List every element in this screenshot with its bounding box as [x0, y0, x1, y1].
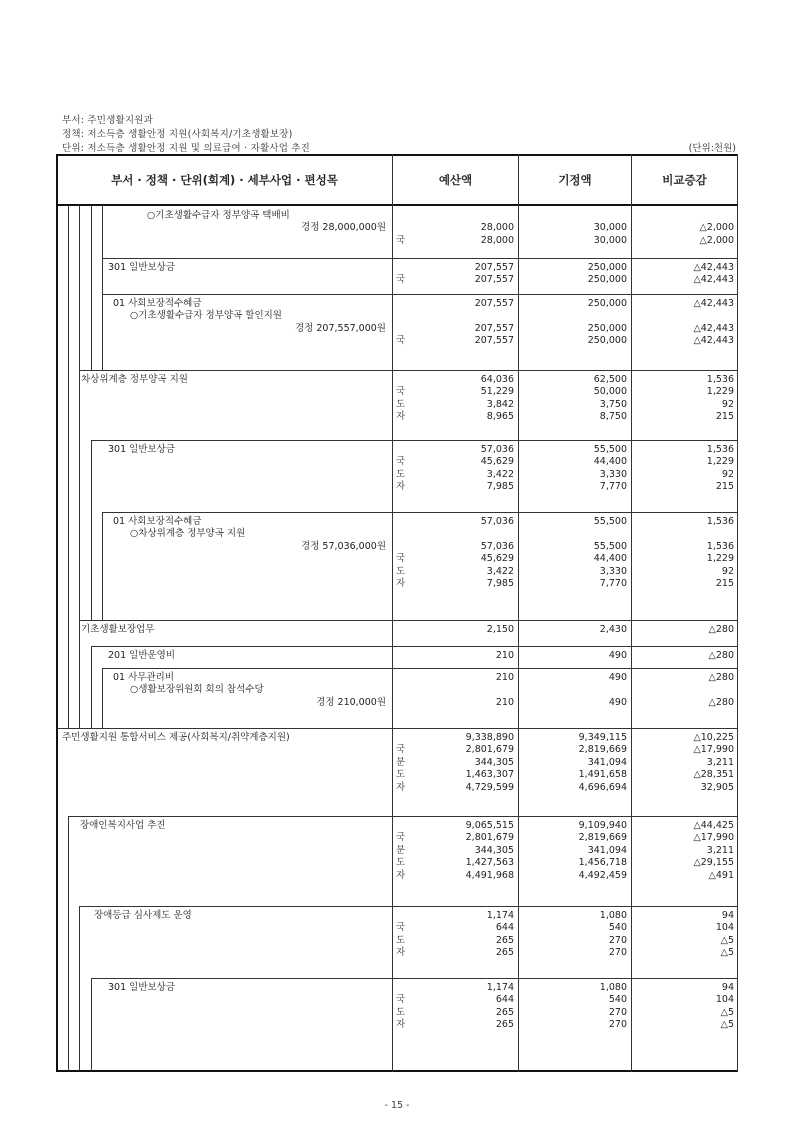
- fund-source: 자: [396, 481, 406, 493]
- diff-amount: △5: [720, 1019, 734, 1031]
- indent-line: [79, 906, 80, 1071]
- calc-note: 경정 57,036,000원: [301, 540, 386, 552]
- budget-amount: 1,463,307: [465, 769, 514, 781]
- diff-amount: 104: [715, 994, 734, 1006]
- page-number: - 15 -: [384, 1100, 410, 1111]
- budget-amount: 28,000: [480, 222, 514, 234]
- budget-amount: 9,065,515: [465, 820, 514, 831]
- prior-amount: 2,819,669: [578, 744, 627, 756]
- diff-amount: 3,211: [706, 756, 734, 768]
- program-line: 단위: 저소득층 생활안정 지원 및 의료급여 · 자활사업 추진: [62, 143, 311, 154]
- col-header-diff: 비교증감: [632, 156, 737, 206]
- prior-amount: 1,491,658: [578, 769, 627, 781]
- indent-line: [91, 440, 92, 620]
- diff-amount: △42,443: [693, 322, 734, 334]
- budget-amount: 8,965: [486, 411, 514, 423]
- indent-line: [102, 512, 103, 620]
- calc-note: 경정 210,000원: [316, 696, 386, 708]
- budget-amount: 207,557: [474, 262, 514, 273]
- fund-source: 도: [396, 857, 406, 869]
- budget-amount: 64,036: [480, 374, 514, 385]
- diff-amount: △42,443: [693, 298, 734, 309]
- budget-amount: 57,036: [480, 540, 514, 552]
- row-divider: [79, 620, 737, 621]
- indent-line: [91, 206, 92, 370]
- prior-amount: 250,000: [587, 322, 627, 334]
- budget-amount: 207,557: [474, 322, 514, 334]
- prior-amount: 1,080: [599, 910, 627, 921]
- col-divider: [518, 154, 519, 1072]
- diff-amount: 215: [715, 411, 734, 423]
- diff-amount: △28,351: [693, 769, 734, 781]
- prior-amount: 55,500: [593, 540, 627, 552]
- indent-line: [102, 668, 103, 728]
- budget-amount: 207,557: [474, 274, 514, 286]
- indent-line: [68, 206, 69, 728]
- diff-amount: △280: [708, 696, 734, 708]
- row-divider: [102, 294, 737, 295]
- fund-source: 도: [396, 769, 406, 781]
- prior-amount: 55,500: [593, 516, 627, 527]
- fund-source: 도: [396, 934, 406, 946]
- diff-amount: △5: [720, 934, 734, 946]
- diff-amount: 32,905: [700, 781, 734, 793]
- prior-amount: 4,696,694: [578, 781, 627, 793]
- prior-amount: 490: [608, 696, 627, 708]
- prior-amount: 270: [608, 1019, 627, 1031]
- prior-amount: 9,349,115: [578, 732, 627, 743]
- diff-amount: 215: [715, 578, 734, 589]
- budget-amount: 57,036: [480, 516, 514, 527]
- budget-amount: 57,036: [480, 444, 514, 455]
- diff-amount: △17,990: [693, 744, 734, 756]
- row-divider: [102, 258, 737, 259]
- calc-note: 경정 28,000,000원: [301, 222, 386, 234]
- fund-source: 국: [396, 744, 406, 756]
- item-name: 301 일반보상금: [108, 262, 176, 273]
- budget-amount: 2,801,679: [465, 744, 514, 756]
- item-name: 장애인복지사업 추진: [80, 820, 166, 831]
- fund-source: 국: [396, 994, 406, 1006]
- fund-source: 자: [396, 869, 406, 881]
- budget-amount: 1,427,563: [465, 857, 514, 869]
- unit-label: (단위:천원): [688, 143, 736, 154]
- row-divider: [91, 646, 737, 647]
- fund-source: 도: [396, 398, 406, 410]
- diff-amount: 1,536: [706, 540, 734, 552]
- budget-amount: 1,174: [486, 982, 514, 993]
- col-divider: [737, 154, 738, 1072]
- item-name: 01 사무관리비: [113, 672, 174, 683]
- budget-amount: 265: [495, 1006, 514, 1018]
- diff-amount: △280: [708, 624, 734, 635]
- budget-amount: 644: [495, 922, 514, 934]
- fund-source: 국: [396, 922, 406, 934]
- prior-amount: 270: [608, 947, 627, 959]
- prior-amount: 62,500: [593, 374, 627, 385]
- budget-amount: 51,229: [480, 386, 514, 398]
- item-name: 201 일반운영비: [108, 650, 176, 661]
- row-divider: [102, 668, 737, 669]
- prior-amount: 250,000: [587, 262, 627, 273]
- diff-amount: 215: [715, 481, 734, 493]
- diff-amount: 92: [721, 565, 734, 577]
- prior-amount: 2,430: [599, 624, 627, 635]
- prior-amount: 1,080: [599, 982, 627, 993]
- diff-amount: △5: [720, 1006, 734, 1018]
- budget-amount: 1,174: [486, 910, 514, 921]
- diff-amount: 1,229: [706, 456, 734, 468]
- prior-amount: 490: [608, 672, 627, 683]
- prior-amount: 44,400: [593, 553, 627, 565]
- diff-amount: 92: [721, 468, 734, 480]
- dept-line: 부서: 주민생활지원과: [62, 115, 154, 126]
- diff-amount: △44,425: [693, 820, 734, 831]
- fund-source: 국: [396, 553, 406, 565]
- budget-amount: 2,801,679: [465, 832, 514, 844]
- budget-amount: 265: [495, 1019, 514, 1031]
- diff-amount: △42,443: [693, 274, 734, 286]
- diff-amount: 104: [715, 922, 734, 934]
- row-divider: [91, 440, 737, 441]
- prior-amount: 9,109,940: [578, 820, 627, 831]
- calc-note: 경정 207,557,000원: [295, 322, 386, 334]
- budget-amount: 7,985: [486, 481, 514, 493]
- diff-amount: 1,229: [706, 386, 734, 398]
- item-name: ○차상위계층 정부양곡 지원: [130, 528, 246, 540]
- budget-amount: 644: [495, 994, 514, 1006]
- diff-amount: 1,536: [706, 444, 734, 455]
- budget-amount: 3,842: [486, 398, 514, 410]
- budget-amount: 344,305: [474, 756, 514, 768]
- prior-amount: 8,750: [599, 411, 627, 423]
- budget-amount: 3,422: [486, 565, 514, 577]
- fund-source: 국: [396, 234, 406, 246]
- indent-line: [102, 206, 103, 370]
- prior-amount: 30,000: [593, 234, 627, 246]
- prior-amount: 540: [608, 994, 627, 1006]
- budget-amount: 45,629: [480, 456, 514, 468]
- budget-amount: 4,729,599: [465, 781, 514, 793]
- item-name: 301 일반보상금: [108, 982, 176, 993]
- prior-amount: 250,000: [587, 298, 627, 309]
- budget-amount: 344,305: [474, 844, 514, 856]
- indent-line: [91, 646, 92, 728]
- budget-amount: 45,629: [480, 553, 514, 565]
- indent-line: [79, 206, 80, 728]
- diff-amount: △2,000: [699, 222, 734, 234]
- fund-source: 분: [396, 844, 406, 856]
- diff-amount: △280: [708, 650, 734, 661]
- budget-amount: 265: [495, 947, 514, 959]
- budget-amount: 207,557: [474, 298, 514, 309]
- fund-source: 국: [396, 335, 406, 347]
- item-name: ○기초생활수급자 정부양곡 택배비: [147, 210, 290, 221]
- row-divider: [79, 906, 737, 907]
- prior-amount: 540: [608, 922, 627, 934]
- budget-amount: 265: [495, 934, 514, 946]
- item-name: 기초생활보장업무: [81, 624, 155, 635]
- indent-line: [68, 816, 69, 1071]
- budget-amount: 210: [495, 650, 514, 661]
- col-header-prior: 기정액: [519, 156, 631, 206]
- fund-source: 자: [396, 781, 406, 793]
- budget-amount: 210: [495, 696, 514, 708]
- prior-amount: 3,750: [599, 398, 627, 410]
- prior-amount: 3,330: [599, 565, 627, 577]
- diff-amount: 1,536: [706, 374, 734, 385]
- fund-source: 국: [396, 832, 406, 844]
- col-divider: [631, 154, 632, 1072]
- budget-amount: 9,338,890: [465, 732, 514, 743]
- item-name: ○생활보장위원회 회의 참석수당: [130, 684, 264, 696]
- item-name: 차상위계층 정부양곡 지원: [81, 374, 188, 385]
- prior-amount: 7,770: [599, 481, 627, 493]
- col-header-item: 부서 · 정책 · 단위(회계) · 세부사업 · 편성목: [57, 156, 392, 206]
- fund-source: 국: [396, 456, 406, 468]
- prior-amount: 250,000: [587, 274, 627, 286]
- prior-amount: 50,000: [593, 386, 627, 398]
- fund-source: 자: [396, 578, 406, 589]
- diff-amount: 94: [721, 982, 734, 993]
- fund-source: 도: [396, 468, 406, 480]
- diff-amount: △491: [708, 869, 734, 881]
- fund-source: 도: [396, 565, 406, 577]
- row-divider: [57, 728, 737, 729]
- fund-source: 도: [396, 1006, 406, 1018]
- diff-amount: △5: [720, 947, 734, 959]
- budget-amount: 3,422: [486, 468, 514, 480]
- item-name: 주민생활지원 통합서비스 제공(사회복지/취약계층지원): [62, 732, 290, 743]
- diff-amount: 1,229: [706, 553, 734, 565]
- prior-amount: 341,094: [587, 756, 627, 768]
- prior-amount: 3,330: [599, 468, 627, 480]
- row-divider: [102, 512, 737, 513]
- budget-amount: 7,985: [486, 578, 514, 589]
- item-name: ○기초생활수급자 정부양곡 할인지원: [130, 310, 282, 322]
- diff-amount: △17,990: [693, 832, 734, 844]
- item-name: 301 일반보상금: [108, 444, 176, 455]
- row-divider: [91, 978, 737, 979]
- fund-source: 국: [396, 386, 406, 398]
- diff-amount: △42,443: [693, 335, 734, 347]
- row-divider: [79, 370, 737, 371]
- prior-amount: 250,000: [587, 335, 627, 347]
- prior-amount: 2,819,669: [578, 832, 627, 844]
- diff-amount: 92: [721, 398, 734, 410]
- diff-amount: △280: [708, 672, 734, 683]
- budget-amount: 210: [495, 672, 514, 683]
- prior-amount: 44,400: [593, 456, 627, 468]
- item-name: 01 사회보장적수혜금: [113, 298, 202, 309]
- prior-amount: 4,492,459: [578, 869, 627, 881]
- budget-amount: 2,150: [486, 624, 514, 635]
- policy-line: 정책: 저소득층 생활안정 지원(사회복지/기초생활보장): [62, 129, 293, 140]
- fund-source: 분: [396, 756, 406, 768]
- diff-amount: △42,443: [693, 262, 734, 273]
- row-divider: [68, 816, 737, 817]
- prior-amount: 270: [608, 1006, 627, 1018]
- prior-amount: 30,000: [593, 222, 627, 234]
- fund-source: 자: [396, 947, 406, 959]
- diff-amount: △2,000: [699, 234, 734, 246]
- prior-amount: 270: [608, 934, 627, 946]
- prior-amount: 490: [608, 650, 627, 661]
- indent-line: [91, 978, 92, 1071]
- diff-amount: △29,155: [693, 857, 734, 869]
- prior-amount: 341,094: [587, 844, 627, 856]
- fund-source: 자: [396, 1019, 406, 1031]
- budget-amount: 28,000: [480, 234, 514, 246]
- item-name: 장애등급 심사제도 운영: [94, 910, 192, 921]
- prior-amount: 1,456,718: [578, 857, 627, 869]
- fund-source: 자: [396, 411, 406, 423]
- diff-amount: △10,225: [693, 732, 734, 743]
- budget-amount: 4,491,968: [465, 869, 514, 881]
- budget-amount: 207,557: [474, 335, 514, 347]
- diff-amount: 1,536: [706, 516, 734, 527]
- item-name: 01 사회보장적수혜금: [113, 516, 202, 527]
- diff-amount: 3,211: [706, 844, 734, 856]
- fund-source: 국: [396, 274, 406, 286]
- col-divider: [392, 154, 393, 1072]
- prior-amount: 7,770: [599, 578, 627, 589]
- col-header-budget: 예산액: [393, 156, 518, 206]
- prior-amount: 55,500: [593, 444, 627, 455]
- diff-amount: 94: [721, 910, 734, 921]
